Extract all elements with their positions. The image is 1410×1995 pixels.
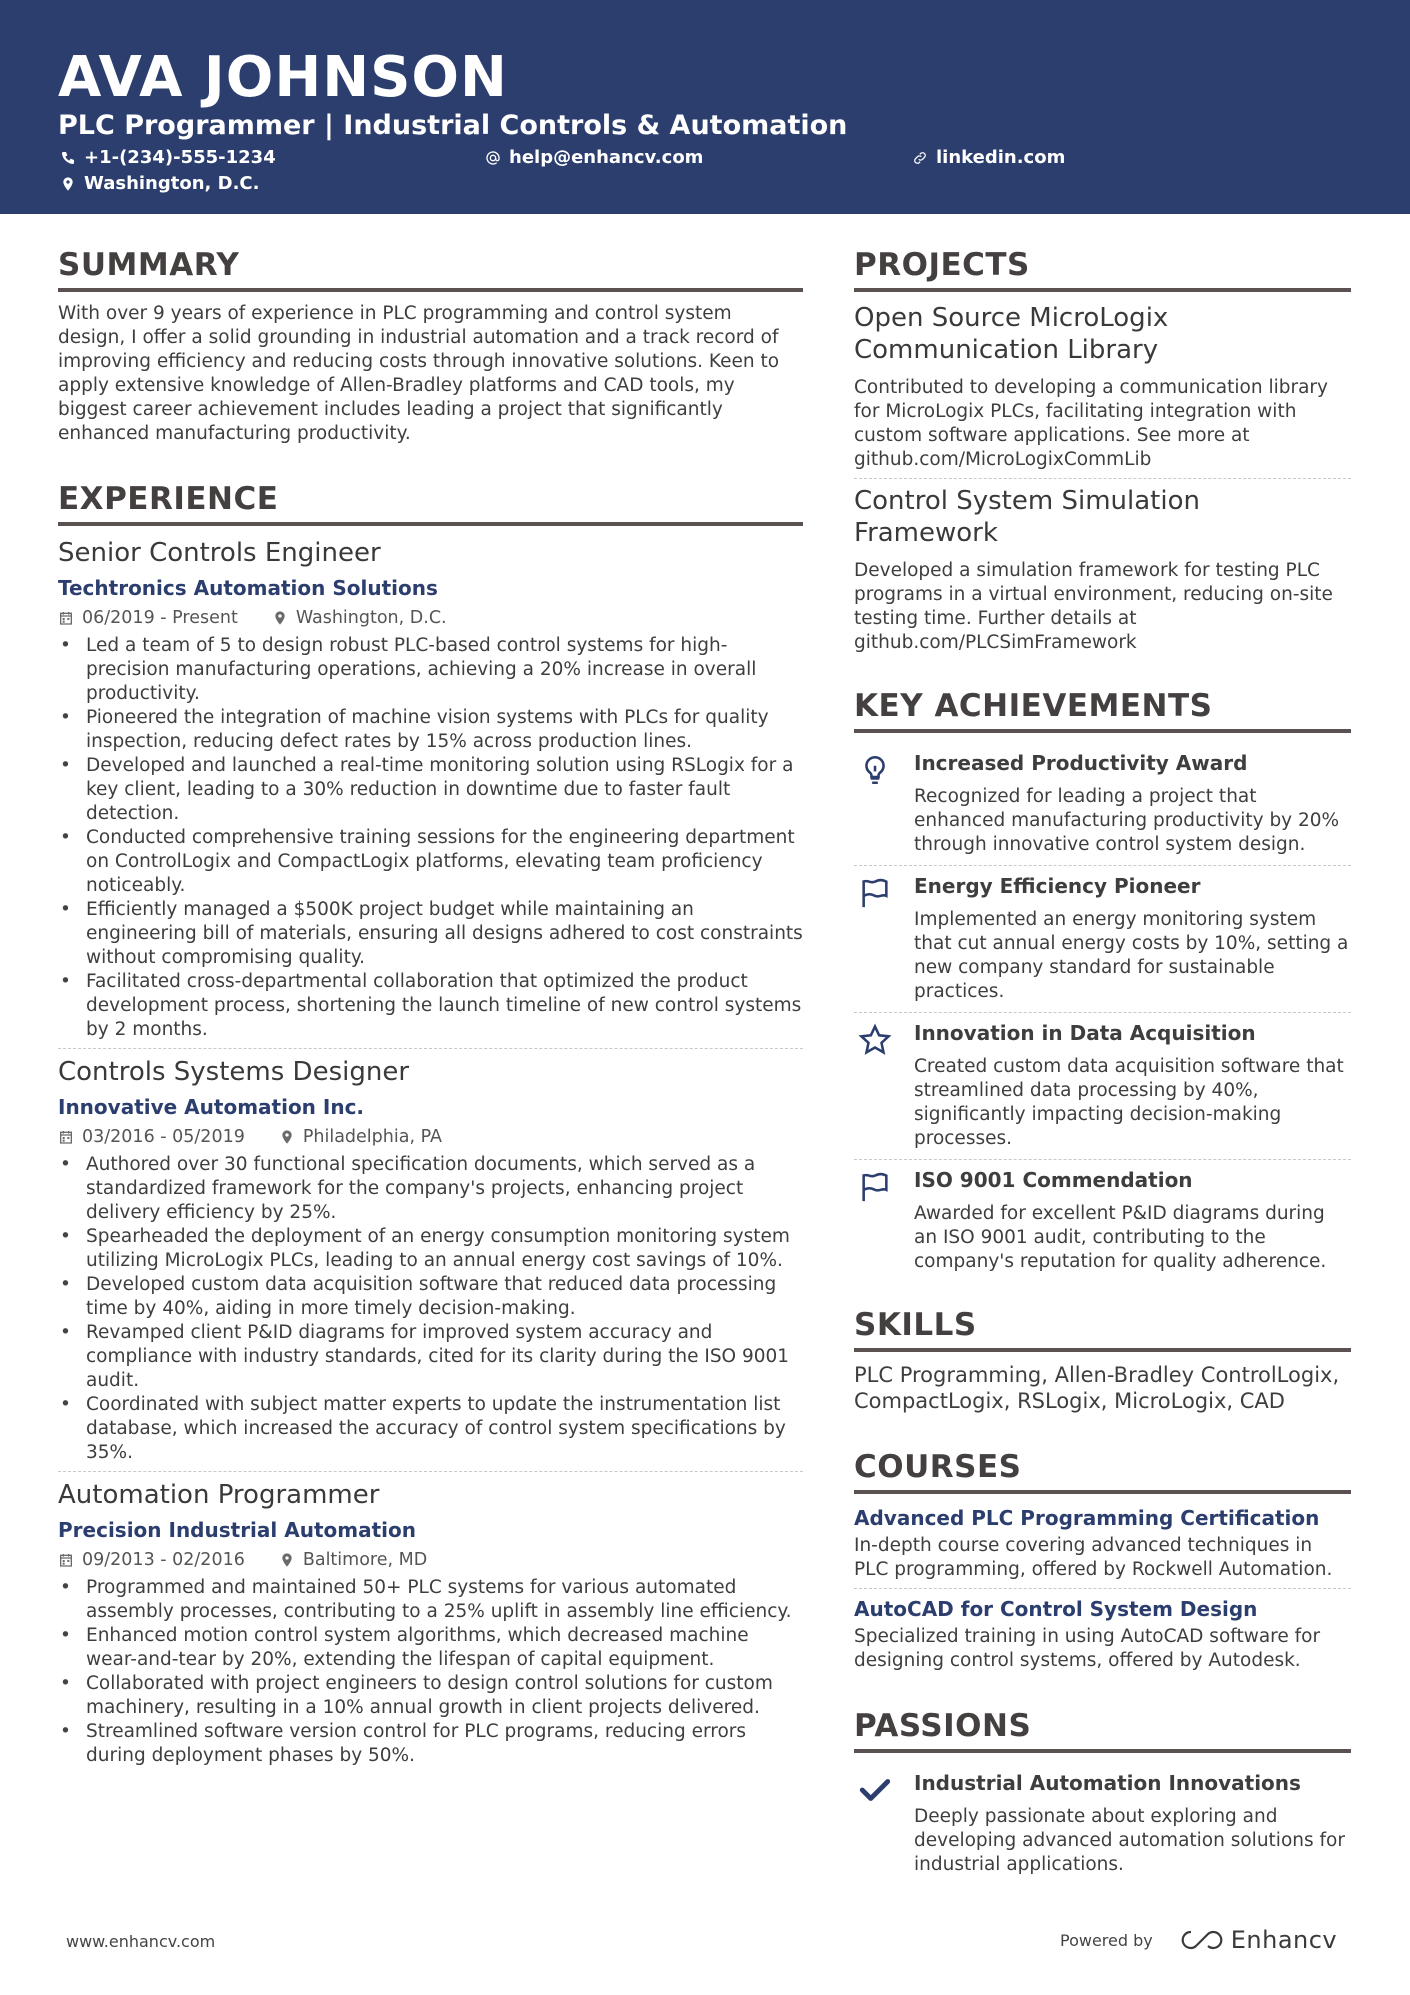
course-entry [854,1504,1351,1582]
powered-by-text: Powered by [1060,1930,1153,1950]
footer-branding [1060,1926,1337,1954]
calendar-icon [58,1552,74,1568]
job-meta [58,606,803,630]
project-title: Control System Simulation Framework [854,486,1200,548]
job-dates: 06/2019 - Present [82,608,238,628]
email-link[interactable]: help@enhancv.com [509,147,704,168]
achievements-heading: KEY ACHIEVEMENTS [854,685,1351,733]
achievement-entry [854,1160,1351,1282]
checkmark-icon [858,1773,892,1807]
contact-location [60,172,259,196]
achievement-title: Innovation in Data Acquisition [914,1021,1256,1045]
star-icon [858,1023,892,1057]
entry-divider [854,478,1351,479]
passions-heading: PASSIONS [854,1705,1351,1753]
entry-divider [58,1471,803,1472]
linkedin-link[interactable]: linkedin.com [936,147,1066,168]
enhancv-logo-icon [1177,1928,1223,1952]
achievement-description: Recognized for leading a project that enhanced manufacturing productivity by 20% through innovative control system design. [914,786,1340,855]
bullet-item: • Revamped client P&ID diagrams for improved system accuracy and compliance with industry standards, cited for its clarity during the ISO 9001 audit. [58,1321,803,1393]
link-icon [912,150,928,166]
bullet-item: • Facilitated cross-departmental collaboration that optimized the product development process, shortening the launch timeline of new control systems by 2 months. [58,970,803,1042]
flag-icon [858,1170,892,1204]
experience-entry [58,1055,803,1465]
footer-website[interactable]: www.enhancv.com [66,1932,216,1951]
bullet-item: • Coordinated with subject matter experts to update the instrumentation list database, which increased the accuracy of control system specifications by 35%. [58,1393,803,1465]
course-description: In-depth course covering advanced techniques in PLC programming, offered by Rockwell Automation. [854,1535,1333,1580]
candidate-headline: PLC Programmer | Industrial Controls & Automation [58,110,848,141]
course-description: Specialized training in using AutoCAD software for designing control systems, offered by Autodesk. [854,1626,1321,1671]
entry-divider [854,1588,1351,1589]
bullet-item: • Spearheaded the deployment of an energy consumption monitoring system utilizing MicroLogix PLCs, leading to an annual energy cost savings of 10%. [58,1225,803,1273]
passion-entry [854,1763,1351,1885]
achievement-entry [854,866,1351,1012]
projects-heading: PROJECTS [854,244,1351,292]
phone-icon [60,150,76,166]
location-text: Washington, D.C. [84,173,260,194]
company-name: Precision Industrial Automation [58,1518,416,1542]
job-title: Automation Programmer [58,1480,380,1510]
entry-divider [58,1048,803,1049]
bullet-item: • Developed and launched a real-time monitoring solution using RSLogix for a key client, leading to a 30% reduction in downtime due to faster fault detection. [58,754,803,826]
candidate-name: AVA JOHNSON [58,45,508,110]
resume-header [0,0,1410,214]
bullet-item: • Authored over 30 functional specification documents, which served as a standardized framework for the company's projects, enhancing project delivery efficiency by 25%. [58,1153,803,1225]
at-icon [485,150,501,166]
achievement-title: Increased Productivity Award [914,751,1248,775]
contact-email [485,146,703,170]
achievement-title: ISO 9001 Commendation [914,1168,1193,1192]
project-description: Developed a simulation framework for testing PLC programs in a virtual environment, reducing on-site testing time. Further details at github.com/PLCSimFramework [854,560,1333,653]
project-entry [854,485,1351,655]
course-title: AutoCAD for Control System Design [854,1597,1258,1621]
job-title: Senior Controls Engineer [58,538,381,568]
project-entry [854,302,1351,472]
enhancv-logo[interactable] [1177,1926,1337,1954]
job-location: Philadelphia, PA [302,1127,442,1147]
brand-name: Enhancv [1230,1926,1338,1954]
project-description: Contributed to developing a communication library for MicroLogix PLCs, facilitating integration with custom software applications. See more at github.com/MicroLogixCommLib [854,377,1328,470]
company-name: Techtronics Automation Solutions [58,576,438,600]
courses-heading: COURSES [854,1446,1351,1494]
summary-text: With over 9 years of experience in PLC programming and control system design, I offer a solid grounding in industrial automation and a track record of improving efficiency and reducing costs through innovative solutions. Keen to apply extensive knowledge of Allen-Bradley platforms and CAD tools, my biggest career achievement includes leading a project that significantly enhanced manufacturing productivity. [58,303,780,444]
achievement-title: Energy Efficiency Pioneer [914,874,1201,898]
achievement-description: Awarded for excellent P&ID diagrams during an ISO 9001 audit, contributing to the company's reputation for quality adherence. [914,1203,1327,1272]
achievement-entry [854,743,1351,865]
job-bullets [58,1153,803,1465]
calendar-icon [58,610,74,626]
calendar-icon [58,1129,74,1145]
bullet-item: • Developed custom data acquisition software that reduced data processing time by 40%, aiding in more timely decision-making. [58,1273,803,1321]
contact-linkedin [912,146,1065,170]
achievement-entry [854,1013,1351,1159]
job-location: Baltimore, MD [302,1550,428,1570]
job-dates: 09/2013 - 02/2016 [82,1550,245,1570]
lightbulb-icon [858,753,892,787]
bullet-item: • Collaborated with project engineers to design control solutions for custom machinery, resulting in a 10% annual growth in client projects delivered. [58,1672,803,1720]
bullet-item: • Pioneered the integration of machine vision systems with PLCs for quality inspection, reducing defect rates by 15% across production lines. [58,706,803,754]
job-bullets [58,1576,803,1768]
job-dates: 03/2016 - 05/2019 [82,1127,245,1147]
skills-heading: SKILLS [854,1304,1351,1352]
bullet-item: • Efficiently managed a $500K project budget while maintaining an engineering bill of materials, ensuring all designs adhered to cost constraints without compromising quality. [58,898,803,970]
bullet-item: • Conducted comprehensive training sessions for the engineering department on ControlLogix and CompactLogix platforms, elevating team proficiency noticeably. [58,826,803,898]
job-meta [58,1125,803,1149]
bullet-item: • Led a team of 5 to design robust PLC-based control systems for high-precision manufacturing operations, achieving a 20% increase in overall productivity. [58,634,803,706]
skills-list: PLC Programming, Allen-Bradley ControlLogix, CompactLogix, RSLogix, MicroLogix, CAD [854,1363,1340,1413]
bullet-item: • Streamlined software version control for PLC programs, reducing errors during deployment phases by 50%. [58,1720,803,1768]
passion-title: Industrial Automation Innovations [914,1771,1301,1795]
job-bullets [58,634,803,1042]
contact-phone [60,146,276,170]
experience-heading: EXPERIENCE [58,478,803,526]
experience-entry [58,1478,803,1768]
job-title: Controls Systems Designer [58,1057,410,1087]
location-pin-icon [279,1129,295,1145]
passion-description: Deeply passionate about exploring and developing advanced automation solutions for industrial applications. [914,1806,1345,1875]
phone-text: +1-(234)-555-1234 [84,147,276,168]
course-title: Advanced PLC Programming Certification [854,1506,1320,1530]
achievement-description: Implemented an energy monitoring system that cut annual energy costs by 10%, setting a new company standard for sustainable practices. [914,909,1349,1002]
job-meta [58,1548,803,1572]
job-location: Washington, D.C. [295,608,447,628]
experience-entry [58,536,803,1042]
location-pin-icon [60,176,76,192]
left-column [58,244,803,1768]
achievement-description: Created custom data acquisition software that streamlined data processing by 40%, significantly impacting decision-making processes. [914,1056,1344,1149]
company-name: Innovative Automation Inc. [58,1095,365,1119]
right-column [854,244,1351,1885]
bullet-item: • Enhanced motion control system algorithms, which decreased machine wear-and-tear by 20%, extending the lifespan of capital equipment. [58,1624,803,1672]
bullet-item: • Programmed and maintained 50+ PLC systems for various automated assembly processes, contributing to a 25% uplift in assembly line efficiency. [58,1576,803,1624]
project-title: Open Source MicroLogix Communication Library [854,303,1169,365]
flag-icon [858,876,892,910]
summary-heading: SUMMARY [58,244,803,292]
course-entry [854,1595,1351,1673]
location-pin-icon [279,1552,295,1568]
location-pin-icon [272,610,288,626]
